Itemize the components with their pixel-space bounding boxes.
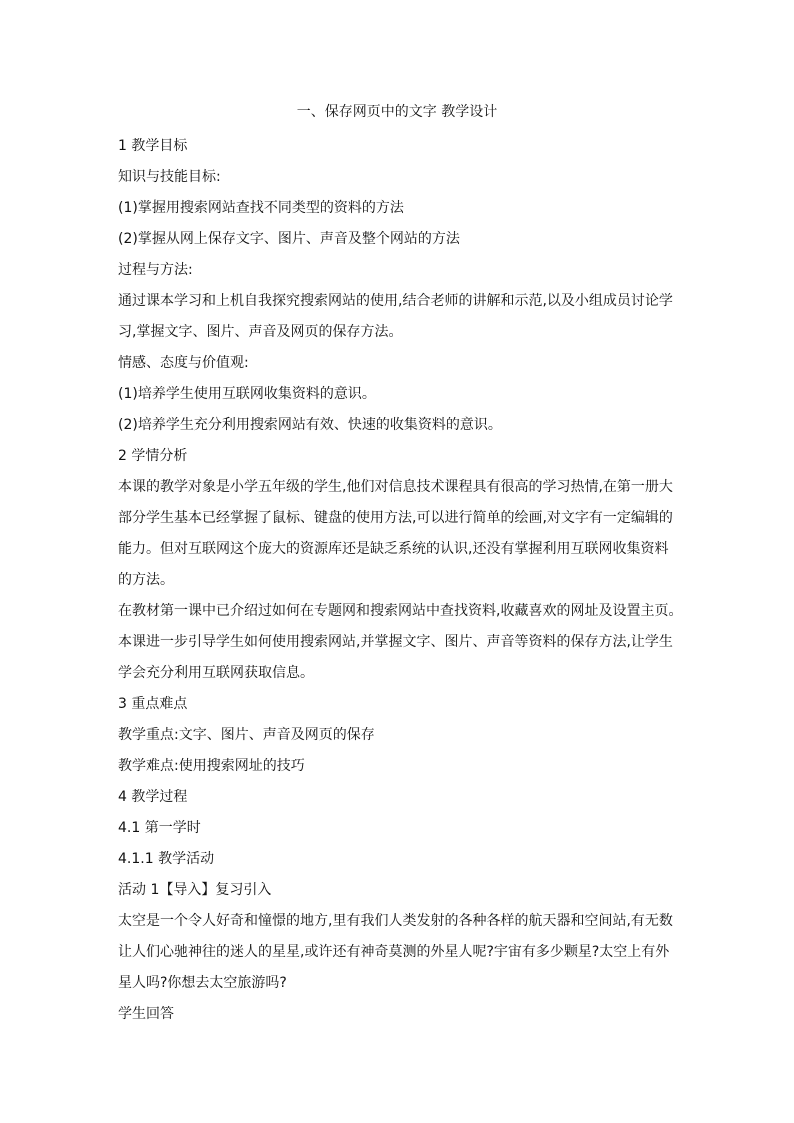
subheading-process: 过程与方法: [118,262,193,278]
subheading-knowledge: 知识与技能目标: [118,169,221,185]
paragraph-line: 在教材第一课中已介绍过如何在专题网和搜索网站中查找资料,收藏喜欢的网址及设置主页。 [118,603,682,619]
knowledge-item-1: (1)掌握用搜索网站查找不同类型的资料的方法 [118,200,404,216]
activity-paragraph [118,906,682,999]
section-heading-key-points: 3 重点难点 [118,696,188,712]
document-body [118,131,682,1030]
paragraph-line: 本课的教学对象是小学五年级的学生,他们对信息技术课程具有很高的学习热情,在第一册大 [118,479,673,495]
difficult-point: 教学难点:使用搜索网址的技巧 [118,758,305,774]
paragraph-line: 学会充分利用互联网获取信息。 [118,665,314,681]
student-answer: 学生回答 [118,1006,174,1022]
subheading-emotion: 情感、态度与价值观: [118,355,249,371]
analysis-paragraph-2 [118,596,682,689]
section-heading-process: 4 教学过程 [118,789,188,805]
section-heading-objectives: 1 教学目标 [118,138,188,154]
paragraph-line: 通过课本学习和上机自我探究搜索网站的使用,结合老师的讲解和示范,以及小组成员讨论学 [118,293,673,309]
subsection-heading-first-lesson: 4.1 第一学时 [118,820,201,836]
paragraph-line: 让人们心驰神往的迷人的星星,或许还有神奇莫测的外星人呢?宇宙有多少颗星?太空上有外 [118,944,670,960]
process-paragraph [118,286,682,348]
paragraph-line: 的方法。 [118,572,174,588]
paragraph-line: 习,掌握文字、图片、声音及网页的保存方法。 [118,324,403,340]
section-heading-analysis: 2 学情分析 [118,448,188,464]
paragraph-line: 本课进一步引导学生如何使用搜索网站,并掌握文字、图片、声音等资料的保存方法,让学生 [118,634,673,650]
analysis-paragraph-1 [118,472,682,596]
paragraph-line: 部分学生基本已经掌握了鼠标、键盘的使用方法,可以进行简单的绘画,对文字有一定编辑的 [118,510,673,526]
document-title: 一、保存网页中的文字 教学设计 [296,104,498,120]
key-point: 教学重点:文字、图片、声音及网页的保存 [118,727,375,743]
paragraph-line: 太空是一个令人好奇和憧憬的地方,里有我们人类发射的各种各样的航天器和空间站,有无数 [118,913,673,929]
paragraph-line: 能力。但对互联网这个庞大的资源库还是缺乏系统的认识,还没有掌握利用互联网收集资料 [118,541,669,557]
paragraph-line: 星人吗?你想去太空旅游吗? [118,975,287,991]
emotion-item-1: (1)培养学生使用互联网收集资料的意识。 [118,386,376,402]
emotion-item-2: (2)培养学生充分利用搜索网站有效、快速的收集资料的意识。 [118,417,502,433]
activity-heading: 活动 1【导入】复习引入 [118,882,272,898]
knowledge-item-2: (2)掌握从网上保存文字、图片、声音及整个网站的方法 [118,231,460,247]
subsection-heading-activities: 4.1.1 教学活动 [118,851,215,867]
